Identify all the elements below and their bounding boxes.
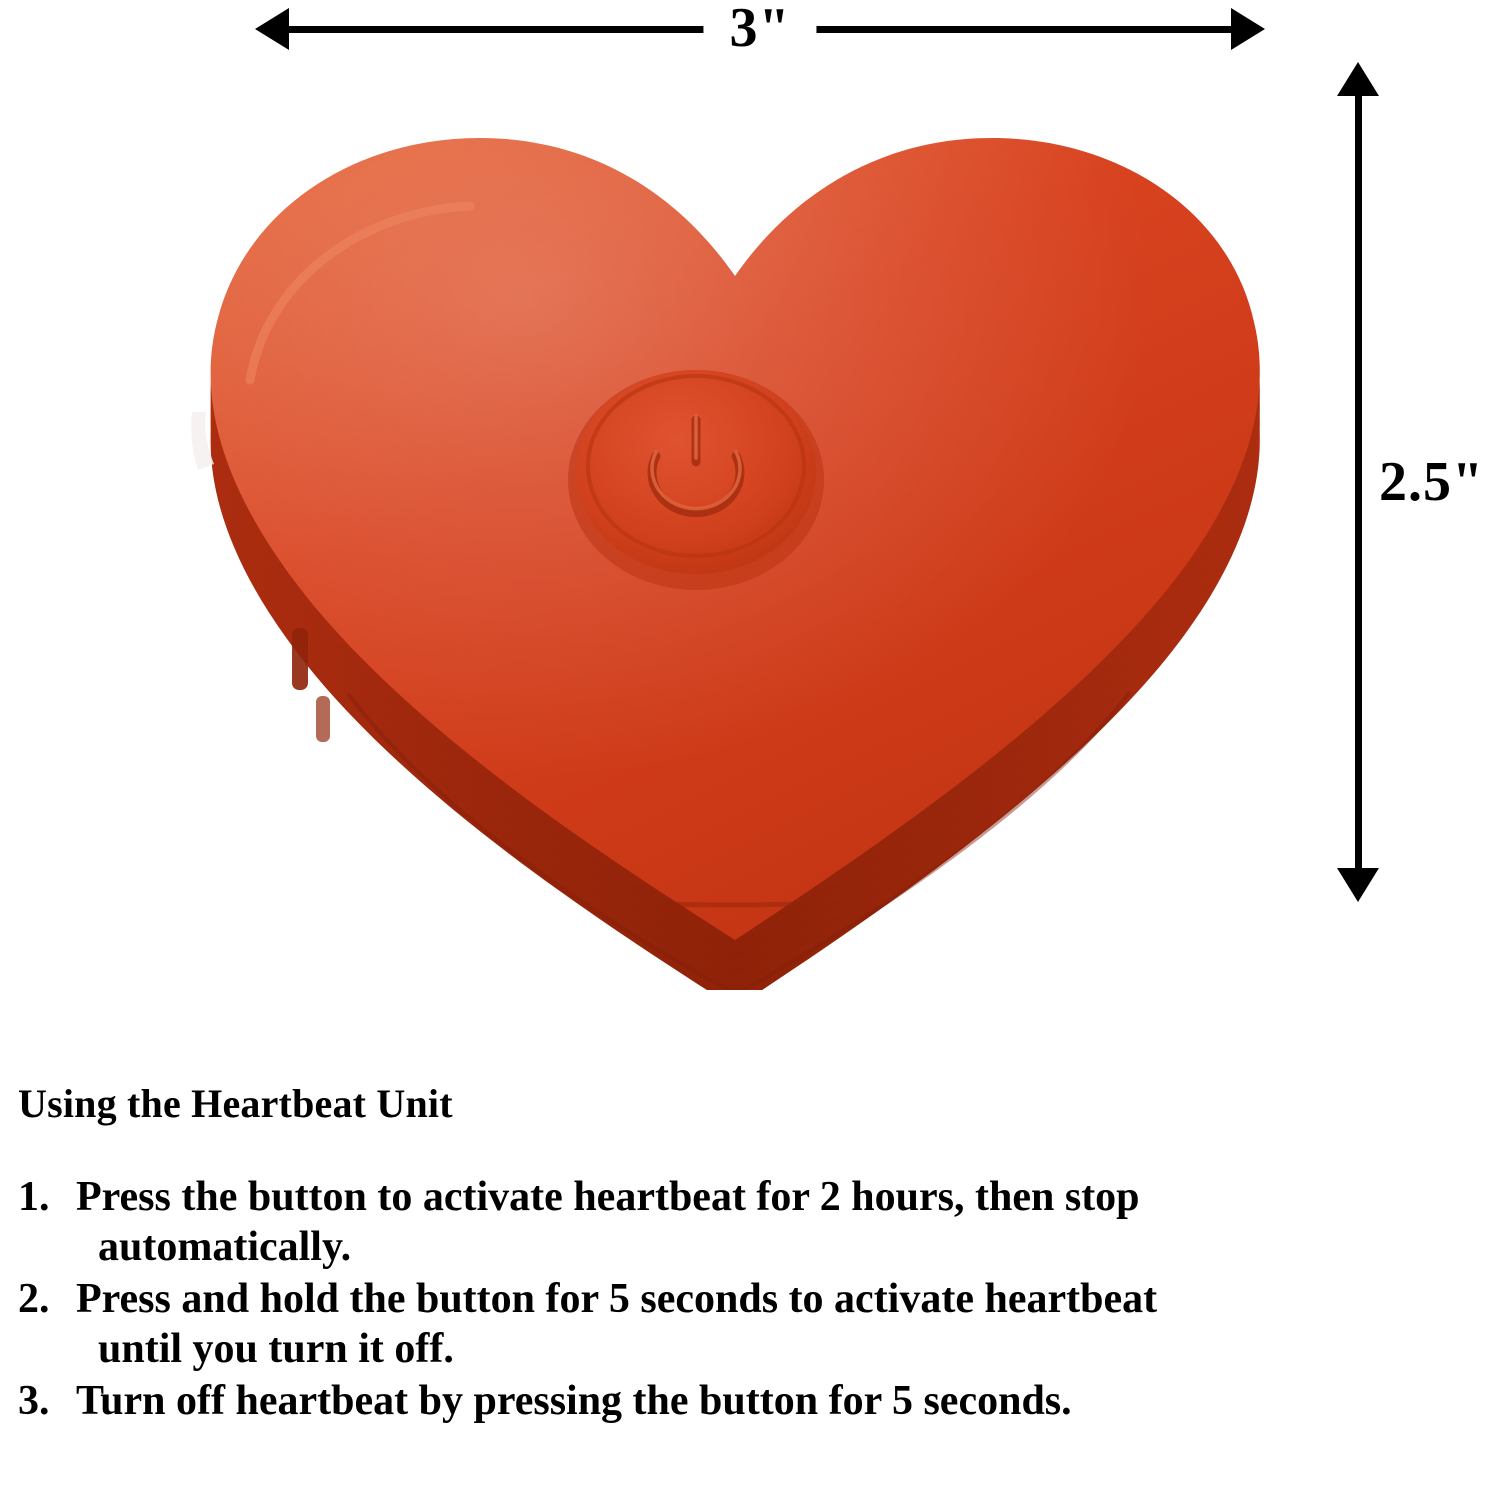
arrow-down-icon — [1337, 868, 1379, 902]
height-dimension-annotation — [1335, 62, 1485, 902]
step-number: 1. — [18, 1174, 50, 1220]
height-dimension-label: 2.5" — [1375, 438, 1488, 526]
instructions-heading: Using the Heartbeat Unit — [18, 1081, 453, 1126]
step-text-line2: automatically. — [98, 1224, 352, 1270]
step-text-line2: until you turn it off. — [98, 1326, 454, 1372]
height-dimension-line — [1355, 88, 1362, 876]
instruction-steps-list — [18, 1172, 1482, 1426]
device-left-notch — [191, 412, 214, 470]
arrow-right-icon — [1231, 8, 1265, 50]
list-item — [18, 1172, 1482, 1272]
list-item — [18, 1274, 1482, 1374]
power-button — [568, 370, 824, 590]
list-item — [18, 1376, 1482, 1426]
step-text-line1: Press and hold the button for 5 seconds to activate heartbeat — [76, 1276, 1158, 1322]
width-dimension-annotation — [255, 0, 1265, 59]
arrow-up-icon — [1337, 62, 1379, 96]
step-text-line1: Press the button to activate heartbeat for 2 hours, then stop — [76, 1174, 1140, 1220]
step-text — [76, 1274, 1482, 1374]
arrow-left-icon — [255, 8, 289, 50]
step-number: 2. — [18, 1276, 50, 1322]
width-dimension-label: 3" — [703, 0, 816, 64]
step-text — [76, 1172, 1482, 1272]
step-text — [76, 1376, 1482, 1426]
heartbeat-unit-device — [140, 60, 1330, 990]
step-text-line1: Turn off heartbeat by pressing the button for 5 seconds. — [76, 1378, 1072, 1424]
step-number: 3. — [18, 1378, 50, 1424]
instructions-block — [18, 1078, 1482, 1428]
